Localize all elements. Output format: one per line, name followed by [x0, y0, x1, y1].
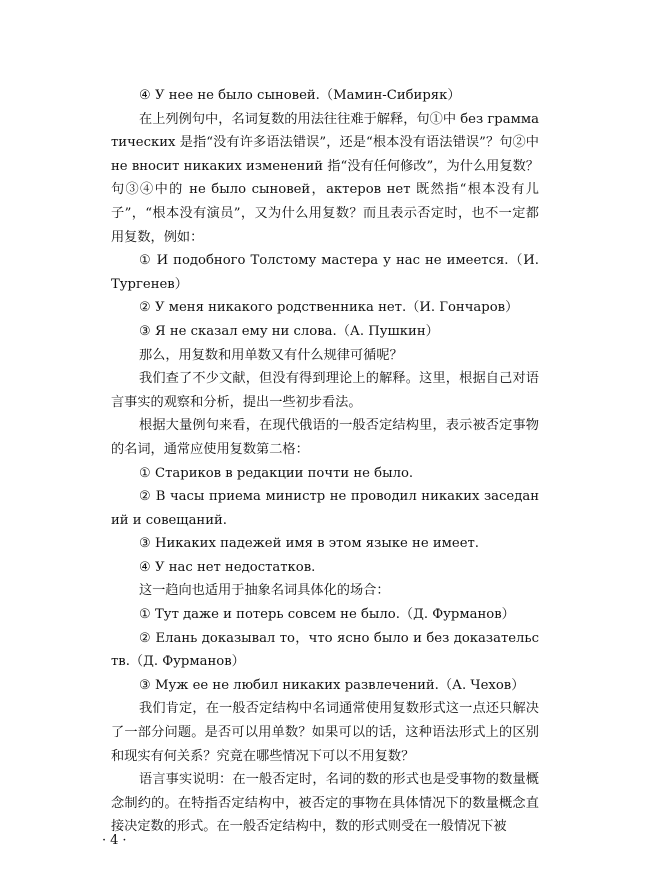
body-paragraph: 那么，用复数和用单数又有什么规律可循呢？ [139, 347, 403, 363]
example-sentence: ② В часы приема министр не проводил никаких заседаний и совещаний. [111, 489, 539, 528]
example-sentence: ① Стариков в редакции почти не было. [139, 465, 414, 481]
example-sentence: ① И подобного Толстому мастера у нас не имеется.（И. Тургенев） [111, 253, 539, 292]
example-sentence: ② Елань доказывал то，что ясно было и без доказательств.（Д. Фурманов） [111, 630, 539, 670]
body-paragraph: 在上列例句中，名词复数的用法往往难于解释，句①中 без грамматических 是指“没有许多语法错误”，还是“根本没有语法错误”？句②中 не вносит никаких изменений 指“没有任何修改”，为什么用复数？句③④中的 не было сыновей，актеров нет 既然指“根本没有儿子”，“根本没有演员”，又为什么用复数？而且表示否定时，也不一定都用复数，例如： [111, 111, 539, 245]
example-sentence: ③ Я не сказал ему ни слова.（А. Пушкин） [139, 323, 439, 339]
body-paragraph: 我们查了不少文献，但没有得到理论上的解释。这里，根据自己对语言事实的观察和分析，提出一些初步看法。 [111, 371, 539, 410]
example-sentence: ④ У нас нет недостатков. [139, 559, 316, 575]
body-paragraph: 这一趋向也适用于抽象名词具体化的场合： [139, 583, 390, 599]
page-number: ·4· [102, 833, 131, 848]
example-sentence: ④ У нее не было сыновей.（Мамин-Сибиряк） [139, 88, 461, 103]
body-paragraph: 语言事实说明：在一般否定时，名词的数的形式也是受事物的数量概念制约的。在特指否定结构中，被否定的事物在具体情况下的数量概念直接决定数的形式。在一般否定结构中，数的形式则受在一般情况下被 [111, 772, 539, 835]
example-sentence: ③ Муж ее не любил никаких развлечений.（А. Чехов） [139, 677, 525, 693]
page-body [111, 84, 539, 839]
body-paragraph: 根据大量例句来看，在现代俄语的一般否定结构里，表示被否定事物的名词，通常应使用复数第二格： [111, 418, 539, 457]
example-sentence: ① Тут даже и потерь совсем не было.（Д. Фурманов） [139, 607, 515, 623]
example-sentence: ② У меня никакого родственника нет.（И. Гончаров） [139, 300, 519, 316]
body-paragraph: 我们肯定，在一般否定结构中名词通常使用复数形式这一点还只解决了一部分问题。是否可以用单数？如果可以的话，这种语法形式上的区别和现实有何关系？究竟在哪些情况下可以不用复数？ [111, 701, 539, 764]
example-sentence: ③ Никаких падежей имя в этом языке не имеет. [139, 536, 479, 552]
